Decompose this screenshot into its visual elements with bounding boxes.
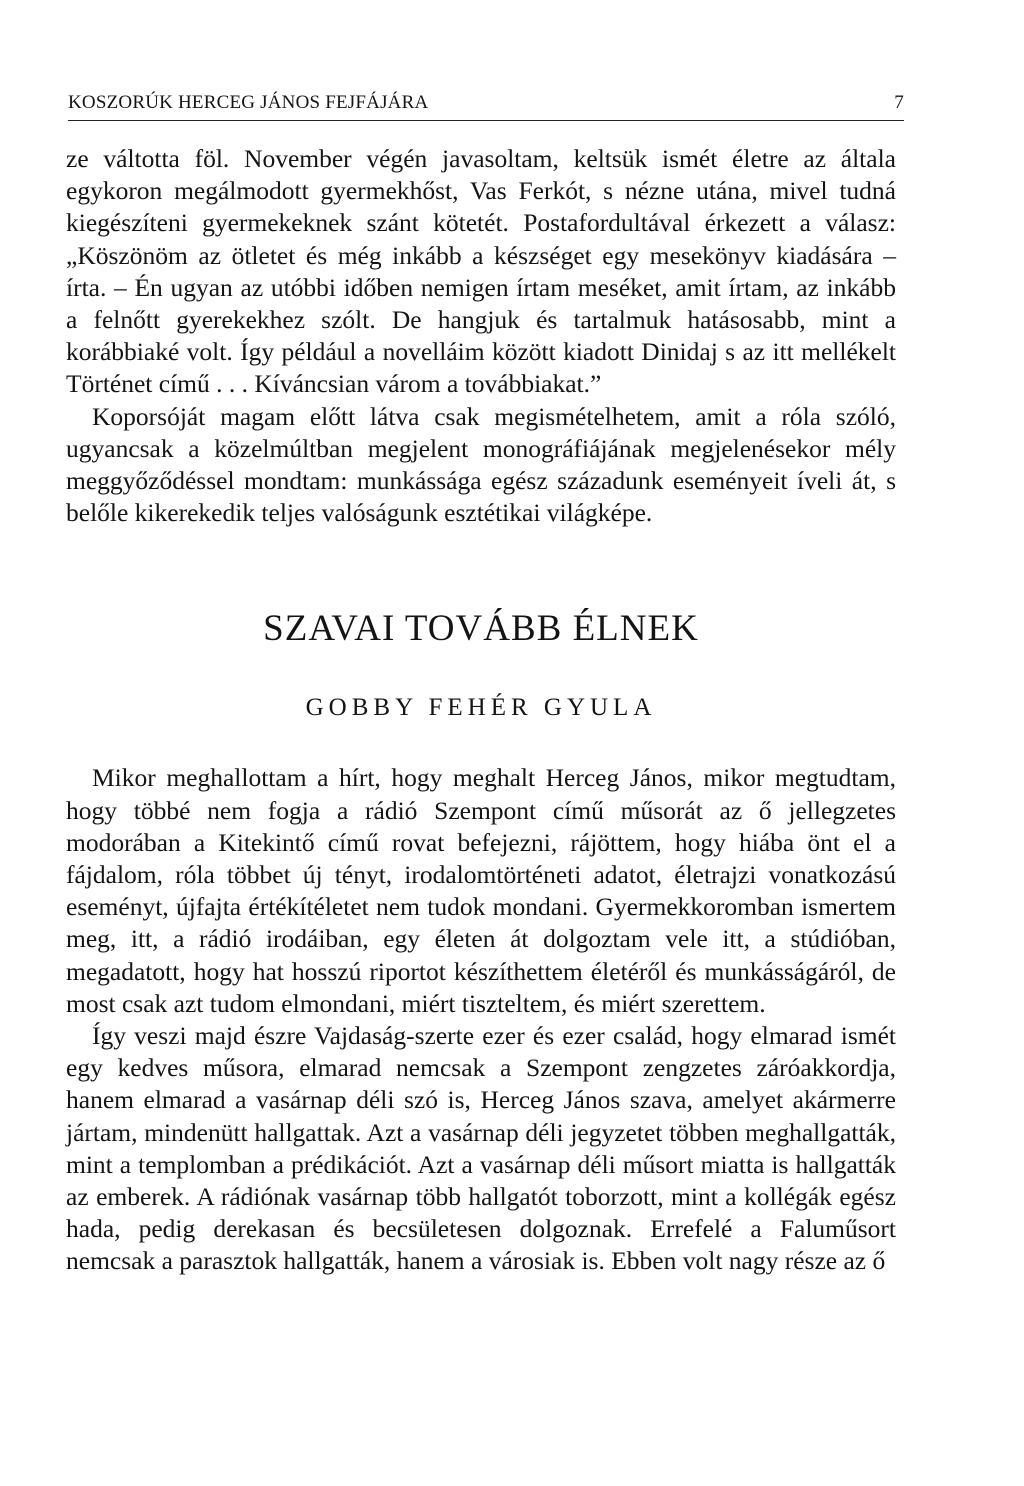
running-title: KOSZORÚK HERCEG JÁNOS FEJFÁJÁRA	[68, 92, 429, 113]
page-number: 7	[894, 92, 904, 113]
intro-text	[66, 143, 896, 529]
article-text	[66, 762, 896, 1277]
intro-paragraph: Koporsóját magam előtt látva csak megismételhetem, amit a róla szóló, ugyancsak a közelmúltban megjelent monográfiájának megjelenésekor mély meggyőződéssel mondtam: munkássága egész századunk eseményeit íveli át, s belőle kikerekedik teljes valóságunk esztétikai világképe.	[66, 401, 896, 528]
author-name: GOBBY FEHÉR GYULA	[305, 694, 657, 722]
article-paragraph: Így veszi majd észre Vajdaság-szerte ezer és ezer család, hogy elmarad ismét egy kedves műsora, elmarad nemcsak a Szempont zengzetes záróakkordja, hanem elmarad a vasárnap déli szó is, Herceg János szava, amelyet akármerre jártam, mindenütt hallgattak. Azt a vasárnap déli jegyzetet többen meghallgatták, mint a templomban a prédikációt. Azt a vasárnap déli műsort miatta is hallgatták az emberek. A rádiónak vasárnap több hallgatót toborzott, mint a kollégák egész hada, pedig derekasan és becsületesen dolgoznak. Errefelé a Faluműsort nemcsak a parasztok hallgatták, hanem a városiak is. Ebben volt nagy része az ő	[66, 1021, 896, 1276]
section-title: SZAVAI TOVÁBB ÉLNEK	[263, 608, 699, 650]
article-paragraph: Mikor meghallottam a hírt, hogy meghalt Herceg János, mikor megtudtam, hogy többé nem fogja a rádió Szempont című műsorát az ő jellegzetes modorában a Kitekintő című rovat befejezni, rájöttem, hogy hiába önt el a fájdalom, róla többet új tényt, irodalomtörténeti adatot, életrajzi vonatkozású eseményt, újfajta értékítéletet nem tudok mondani. Gyermekkoromban ismertem meg, itt, a rádió irodáiban, egy életen át dolgoztam vele itt, a stúdióban, megadatott, hogy hat hosszú riportot készíthettem életéről és munkásságáról, de most csak azt tudom elmondani, miért tiszteltem, és miért szerettem.	[66, 763, 896, 1018]
intro-paragraph: ze váltotta föl. November végén javasoltam, keltsük ismét életre az általa egykoron megálmodott gyermekhőst, Vas Ferkót, s nézne utána, mivel tudná kiegészíteni gyermekeknek szánt kötetét. Postafordultával érkezett a válasz: „Köszönöm az ötletet és még inkább a készséget egy mesekönyv kiadására – írta. – Én ugyan az utóbbi időben nemigen írtam meséket, amit írtam, az inkább a felnőtt gyerekekhez szólt. De hangjuk és tartalmuk hatásosabb, mint a korábbiaké volt. Így például a novelláim között kiadott Dinidaj s az itt mellékelt Történet című . . . Kíváncsian várom a továbbiakat.”	[66, 144, 896, 399]
book-page	[66, 92, 904, 1278]
running-header	[68, 92, 904, 121]
